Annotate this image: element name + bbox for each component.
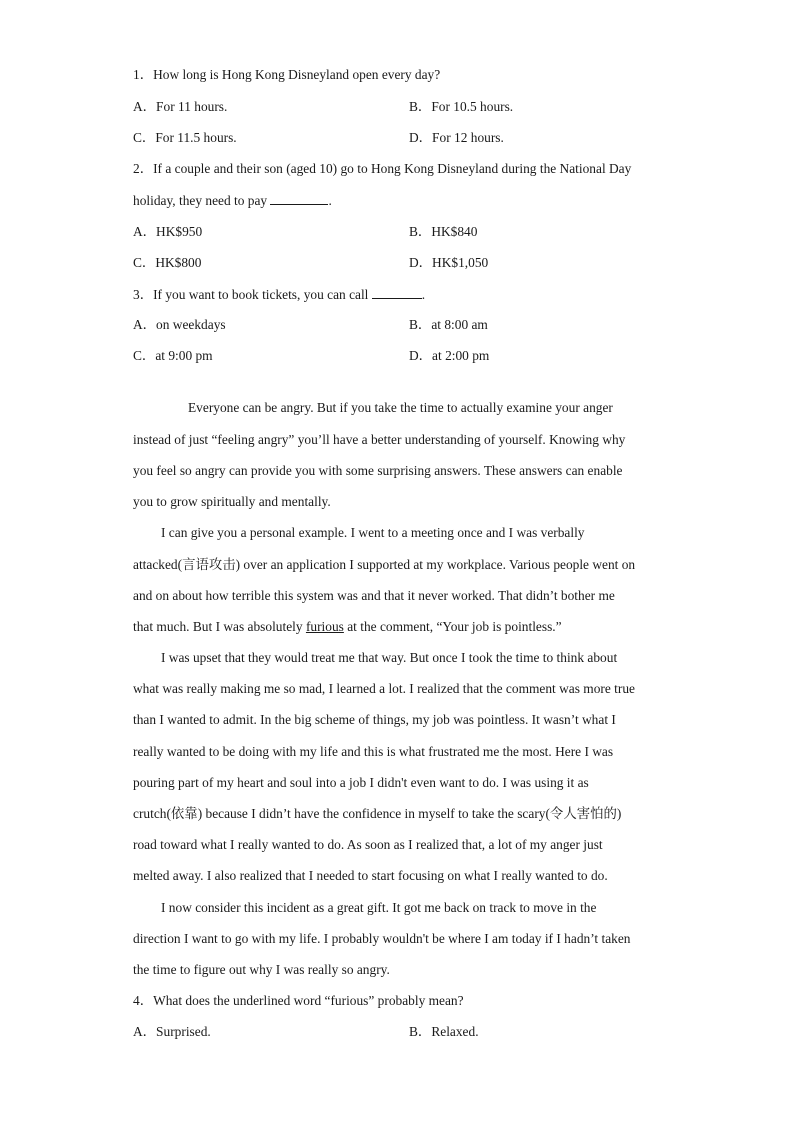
passage-text: at the comment, “Your job is pointless.” <box>343 619 562 634</box>
passage-p1-line2: instead of just “feeling angry” you’ll have a better understanding of yourself. Knowing why <box>133 432 626 447</box>
answer-blank <box>270 192 328 205</box>
question-text: If a couple and their son (aged 10) go to Hong Kong Disneyland during the National Day <box>153 161 632 176</box>
question-text-end: . <box>328 193 332 208</box>
passage-p3-line3: than I wanted to admit. In the big scheme of things, my job was pointless. It wasn’t what I <box>133 712 616 727</box>
passage-p2-line3: and on about how terrible this system was and that it never worked. That didn’t bother me <box>133 588 615 603</box>
passage-p1-line4: you to grow spiritually and mentally. <box>133 494 331 509</box>
q2-option-d: D．HK$1,050 <box>409 255 489 270</box>
question-number: 3． <box>133 287 154 302</box>
question-2-stem-line2 <box>133 192 332 209</box>
question-1-stem <box>133 67 440 83</box>
passage-p3-line6: crutch(依靠) because I didn’t have the confidence in myself to take the scary(令人害怕的) <box>133 806 622 821</box>
question-text: If you want to book tickets, you can call <box>153 287 369 302</box>
question-2-stem-line1 <box>133 161 631 177</box>
passage-p3-line5: pouring part of my heart and soul into a job I didn't even want to do. I was using it as <box>133 775 589 790</box>
passage-p3-line4: really wanted to be doing with my life and this is what frustrated me the most. Here I was <box>133 744 614 759</box>
passage-p1-line1: Everyone can be angry. But if you take the time to actually examine your anger <box>188 400 613 415</box>
passage-p3-line8: melted away. I also realized that I needed to start focusing on what I really wanted to do. <box>133 868 608 883</box>
passage-p3-line1: I was upset that they would treat me that way. But once I took the time to think about <box>161 650 618 665</box>
q1-option-d: D．For 12 hours. <box>409 130 504 145</box>
q2-option-b: B．HK$840 <box>409 224 478 239</box>
q4-option-b: B．Relaxed. <box>409 1024 479 1039</box>
passage-p4-line1: I now consider this incident as a great gift. It got me back on track to move in the <box>161 900 597 915</box>
q3-option-c: C．at 9:00 pm <box>133 348 213 363</box>
q3-option-b: B．at 8:00 am <box>409 317 488 332</box>
passage-p3-line7: road toward what I really wanted to do. As soon as I realized that, a lot of my anger just <box>133 837 603 852</box>
q3-option-a: A．on weekdays <box>133 317 226 332</box>
answer-blank <box>372 286 422 299</box>
question-3-stem <box>133 286 425 303</box>
passage-p3-line2: what was really making me so mad, I learned a lot. I realized that the comment was more true <box>133 681 635 696</box>
passage-p4-line2: direction I want to go with my life. I probably wouldn't be where I am today if I hadn’t taken <box>133 931 631 946</box>
question-4-stem: 4．What does the underlined word “furious” probably mean? <box>133 993 464 1008</box>
q1-option-b: B．For 10.5 hours. <box>409 99 514 114</box>
q4-option-a: A．Surprised. <box>133 1024 211 1039</box>
passage-text: that much. But I was absolutely <box>133 619 306 634</box>
passage-p2-line2: attacked(言语攻击) over an application I supported at my workplace. Various people went on <box>133 557 636 572</box>
question-text: How long is Hong Kong Disneyland open every day? <box>153 67 441 82</box>
question-number: 2． <box>133 161 154 176</box>
underlined-word: furious <box>305 619 344 634</box>
passage-p2-line1: I can give you a personal example. I went to a meeting once and I was verbally <box>161 525 585 540</box>
q3-option-d: D．at 2:00 pm <box>409 348 490 363</box>
question-text-end: . <box>421 287 426 302</box>
passage-p1-line3: you feel so angry can provide you with some surprising answers. These answers can enable <box>133 463 623 478</box>
passage-p2-line4 <box>133 619 562 635</box>
passage-p4-line3: the time to figure out why I was really so angry. <box>133 962 390 977</box>
q2-option-c: C．HK$800 <box>133 255 202 270</box>
q1-option-c: C．For 11.5 hours. <box>133 130 237 145</box>
question-text: holiday, they need to pay <box>133 193 268 208</box>
q2-option-a: A．HK$950 <box>133 224 203 239</box>
q1-option-a: A．For 11 hours. <box>133 99 228 114</box>
question-number: 1． <box>133 67 154 82</box>
